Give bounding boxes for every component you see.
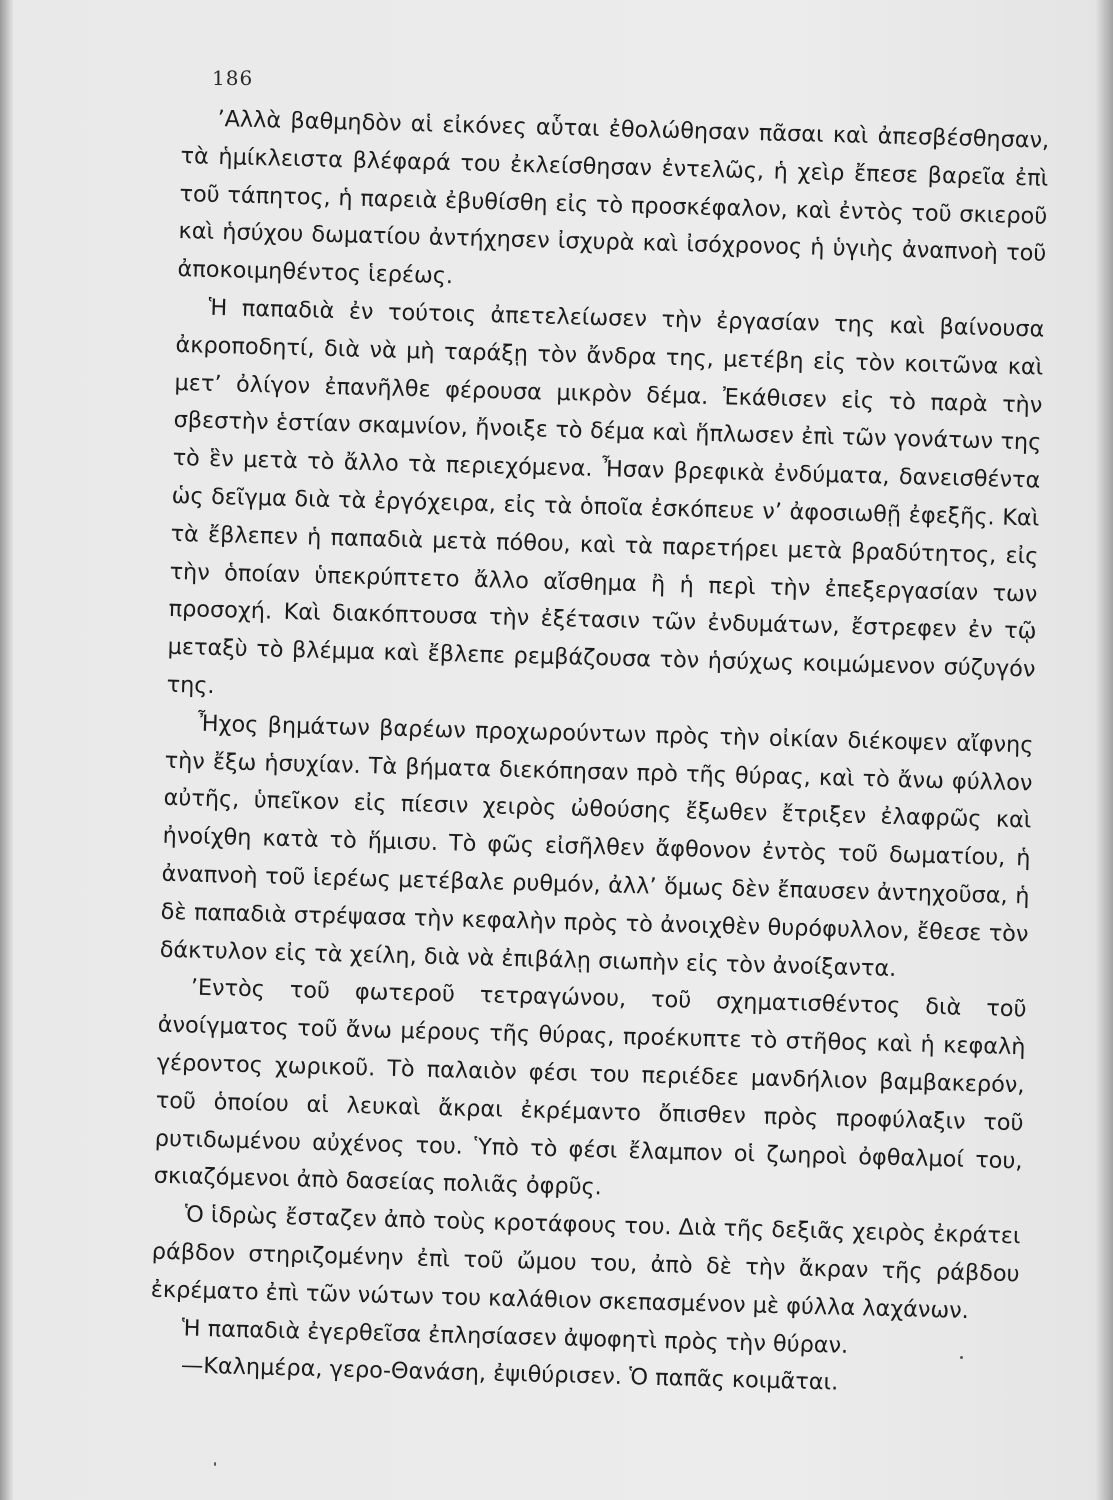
paragraph: Ἦχος βημάτων βαρέων προχωρούντων πρὸς τὴν οἰκίαν διέκοψεν αἴφνης τὴν ἔξω ἡσυχίαν. Τὰ βήματα διεκόπησαν πρὸ τῆς θύρας, καὶ τὸ ἄνω φύλλον αὐτῆς, ὑπεῖκον εἰς πίεσιν χειρὸς ὠθούσης ἔξωθεν ἔτριξεν ἐλαφρῶς καὶ ἠνοίχθη κατὰ τὸ ἥμισυ. Τὸ φῶς εἰσῆλθεν ἄφθονον ἐντὸς τοῦ δωματίου, ἡ ἀναπνοὴ τοῦ ἱερέως μετέβαλε ρυθμόν, ἀλλ’ ὅμως δὲν ἔπαυσεν ἀντηχοῦσα, ἡ δὲ παπαδιὰ στρέψασα τὴν κεφαλὴν πρὸς τὸ ἀνοιχθὲν θυρόφυλλον, ἔθεσε τὸν δάκτυλον εἰς τὰ χείλη, διὰ νὰ ἐπιβάλῃ σιωπὴν εἰς τὸν ἀνοίξαντα. (159, 710, 1034, 982)
binding-shadow (0, 0, 14, 1500)
paragraph: Ἡ παπαδιὰ ἐν τούτοις ἀπετελείωσεν τὴν ἐργασίαν της καὶ βαίνουσα ἀκροποδητί, διὰ νὰ μὴ ταράξῃ τὸν ἄνδρα της, μετέβη εἰς τὸν κοιτῶνα καὶ μετ’ ὀλίγον ἐπανῆλθε φέρουσα μικρὸν δέμα. Ἐκάθισεν εἰς τὸ παρὰ τὴν σβεστὴν ἑστίαν σκαμνίον, ἤνοιξε τὸ δέμα καὶ ἥπλωσεν ἐπὶ τῶν γονάτων της τὸ ἓν μετὰ τὸ ἄλλο τὰ περιεχόμενα. Ἦσαν βρεφικὰ ἐνδύματα, δανεισθέντα ὡς δεῖγμα διὰ τὰ ἐργόχειρα, εἰς τὰ ὁποῖα ἐσκόπευε ν’ ἀφοσιωθῇ ἐφεξῆς. Καὶ τὰ ἔβλεπεν ἡ παπαδιὰ μετὰ πόθου, καὶ τὰ παρετήρει μετὰ βραδύτητος, εἰς τὴν ὁποίαν ὑπεκρύπτετο ἄλλο αἴσθημα ἢ ἡ περὶ τὴν ἐπεξεργασίαν των προσοχή. Καὶ διακόπτουσα τὴν ἐξέτασιν τῶν ἐνδυμάτων, ἔστρεφεν ἐν τῷ μεταξὺ τὸ βλέμμα καὶ ἔβλεπε ρεμβάζουσα τὸν ἡσύχως κοιμώμενον σύζυγόν της. (166, 294, 1045, 700)
paragraph: ’Εντὸς τοῦ φωτεροῦ τετραγώνου, τοῦ σχηματισθέντος διὰ τοῦ ἀνοίγματος τοῦ ἄνω μέρους τῆς θύρας, προέκυπτε τὸ στῆθος καὶ ἡ κεφαλὴ γέροντος χωρικοῦ. Τὸ παλαιὸν φέσι του περιέδεε μανδήλιον βαμβακερόν, τοῦ ὁποίου αἱ λευκαὶ ἄκραι ἐκρέμαντο ὄπισθεν πρὸς προφύλαξιν τοῦ ρυτιδωμένου αὐχένος του. Ὑπὸ τὸ φέσι ἔλαμπον οἱ ζωηροὶ ὀφθαλμοί του, σκιαζόμενοι ἀπὸ δασείας πολιᾶς ὀφρῦς. (153, 974, 1027, 1201)
body-text (148, 100, 1049, 1407)
print-speck (214, 1462, 216, 1466)
paragraph: Ἡ παπαδιὰ ἐγερθεῖσα ἐπλησίασεν ἀψοφητὶ πρὸς τὴν θύραν. (181, 1314, 849, 1359)
paragraph: ’Αλλὰ βαθμηδὸν αἱ εἰκόνες αὗται ἐθολώθησαν πᾶσαι καὶ ἀπεσβέσθησαν, τὰ ἡμίκλειστα βλέφαρά του ἐκλείσθησαν ἐντελῶς, ἡ χεὶρ ἔπεσε βαρεῖα ἐπὶ τοῦ τάπητος, ἡ παρειὰ ἐβυθίσθη εἰς τὸ προσκέφαλον, καὶ ἐντὸς τοῦ σκιεροῦ καὶ ἡσύχου δωματίου ἀντήχησεν ἰσχυρὰ καὶ ἰσόχρονος ἡ ὑγιὴς ἀναπνοὴ τοῦ ἀποκοιμηθέντος ἱερέως. (177, 105, 1050, 290)
page-edge-shadow (1095, 0, 1113, 1500)
paragraph: —Καλημέρα, γερο-Θανάση, ἐψιθύρισεν. Ὁ παπᾶς κοιμᾶται. (180, 1352, 839, 1396)
paragraph: Ὁ ἱδρὼς ἔσταζεν ἀπὸ τοὺς κροτάφους του. Διὰ τῆς δεξιᾶς χειρὸς ἐκράτει ράβδον στηριζομένην ἐπὶ τοῦ ὤμου του, ἀπὸ δὲ τὴν ἄκραν τῆς ράβδου ἐκρέματο ἐπὶ τῶν νώτων του καλάθιον σκεπασμένον μὲ φύλλα λαχάνων. (150, 1201, 1021, 1324)
print-speck (960, 1356, 963, 1359)
page-number: 186 (212, 66, 254, 90)
